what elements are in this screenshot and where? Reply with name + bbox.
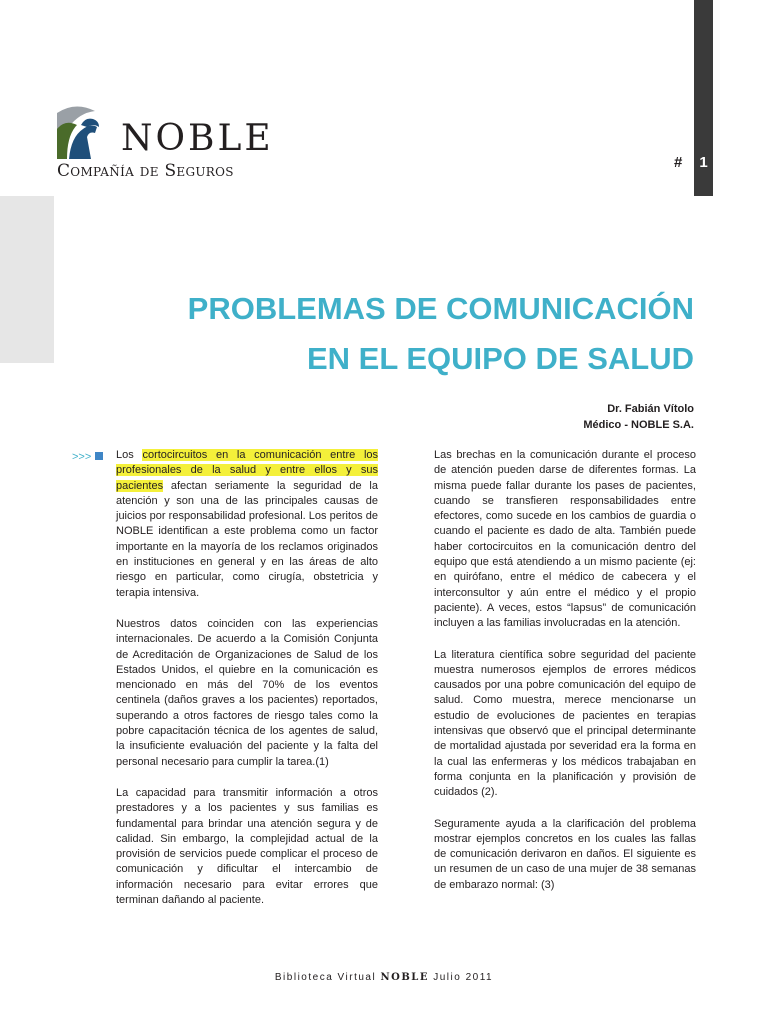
paragraph: Seguramente ayuda a la clarificación del problema mostrar ejemplos concretos en los cuales las fallas de comunicación derivaron en daños. El siguiente es un resumen de un caso de una mujer de 38 semanas de embarazo normal: (3) xyxy=(434,817,696,891)
paragraph-start: Los xyxy=(116,449,143,461)
lead-marker xyxy=(72,451,103,463)
paragraph: La literatura científica sobre seguridad del paciente muestra numerosos ejemplos de errores médicos causados por una pobre comunicación del equipo de salud. Como muestra, merece mencionarse un estudio de evoluciones de pacientes en terapias intensivas que observó que el principal determinante de mortalidad ajustada por severidad era la forma en la cual las enfermeras y los médicos trabajaban en forma conjunta en la planificación y provisión de cuidados (2). xyxy=(434,648,696,799)
paragraph: Las brechas en la comunicación durante el proceso de atención pueden darse de diferentes formas. La misma puede fallar durante los pases de pacientes, cuando se transfieren responsabilidades entre efectores, como sucede en los cambios de guardia o cuando el paciente es dado de alta. También puede haber cortocircuitos en la comunicación dentro del equipo que está atendiendo a un mismo paciente (ej: en quirófano, entre el médico de cabecera y el interconsultor y aún entre el médico y el propio paciente). A veces, estos “lapsus” de comunicación incluyen a las familias involucradas en la atención. xyxy=(434,449,696,630)
left-gray-band xyxy=(0,196,54,363)
highlighted-text: cortocircuitos en la comunicación entre los profesionales de la salud y entre ellos y sus pacientes xyxy=(116,449,378,492)
noble-logo xyxy=(55,103,285,183)
paragraph-rest: afectan seriamente la seguridad de la atención y son una de las principales causas de juicios por responsabilidad profesional. Los peritos de NOBLE identifican a este problema como un factor importante en la mayoría de los reclamos originados en instituciones en general y en las áreas de alto riesgo en particular, como cirugía, obstetricia y terapia intensiva. xyxy=(116,479,378,599)
issue-hash: # xyxy=(674,154,683,171)
noble-emblem-icon xyxy=(55,103,117,161)
author-block xyxy=(583,401,694,433)
author-name: Dr. Fabián Vítolo xyxy=(607,403,694,415)
title-line-1: PROBLEMAS DE COMUNICACIÓN xyxy=(187,291,694,326)
article-title xyxy=(188,284,694,384)
footer-suffix: Julio 2011 xyxy=(428,972,494,983)
title-line-2: EN EL EQUIPO DE SALUD xyxy=(307,341,694,376)
issue-number: 1 xyxy=(699,154,708,171)
lead-arrows: >>> xyxy=(72,451,92,463)
author-role: Médico - NOBLE S.A. xyxy=(583,419,694,431)
square-bullet-icon xyxy=(95,452,103,460)
footer-prefix: Biblioteca Virtual xyxy=(274,972,381,983)
paragraph xyxy=(116,448,378,601)
left-column xyxy=(116,448,378,924)
logo-subtitle: Compañía de Seguros xyxy=(57,161,234,181)
footer xyxy=(0,972,768,983)
logo-name: NOBLE xyxy=(121,118,274,159)
paragraph: Nuestros datos coinciden con las experiencias internacionales. De acuerdo a la Comisión Conjunta de Acreditación de Organizaciones de Salud de los Estados Unidos, el quiebre en la comunicación es mencionado en más del 70% de los eventos centinela (daños graves a los pacientes) reportados, superando a otros factores de riesgo tales como la pobre capacitación técnica de los agentes de salud, la insuficiente evaluación del paciente y la falta del personal necesario para cumplir la tarea.(1) xyxy=(116,617,378,768)
paragraph: La capacidad para transmitir información a otros prestadores y a los pacientes y sus familias es fundamental para brindar una atención segura y de calidad. Sin embargo, la complejidad actual de la provisión de servicios puede complicar el proceso de comunicación y dificultar el intercambio de información necesario para evitar errores que terminan dañando al paciente. xyxy=(116,786,378,907)
footer-brand: NOBLE xyxy=(380,972,429,983)
right-column xyxy=(434,448,696,909)
